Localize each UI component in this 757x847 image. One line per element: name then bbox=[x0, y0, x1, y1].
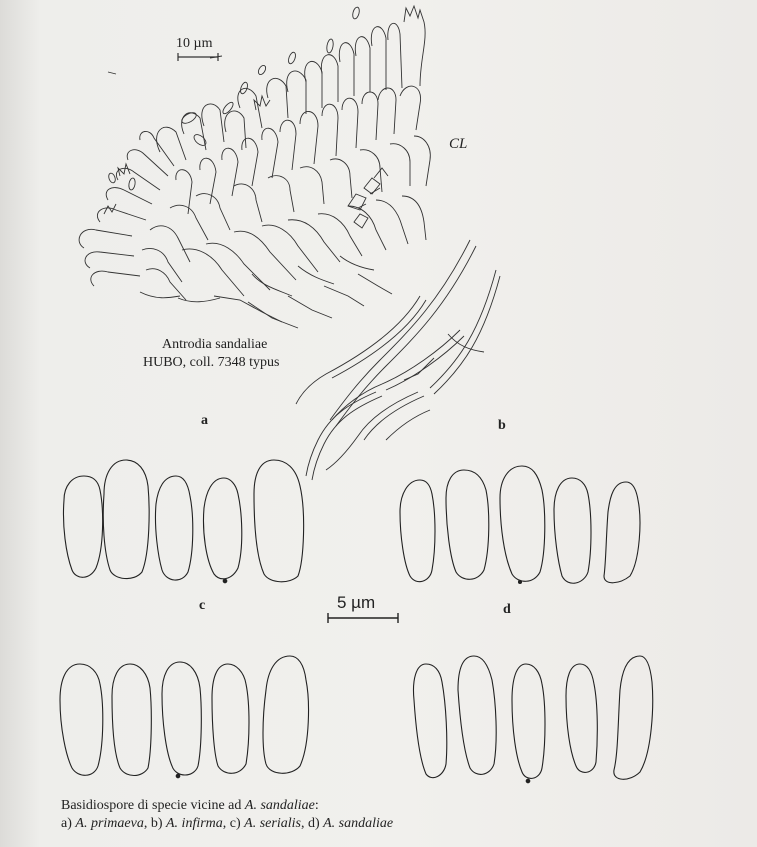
caption-species: A. sandaliae bbox=[244, 798, 315, 813]
caption-text: , d) bbox=[300, 816, 324, 831]
spore-apiculus bbox=[176, 774, 180, 778]
caption-text: , b) bbox=[143, 816, 166, 831]
caption-species-c: A. serialis bbox=[244, 816, 301, 831]
panel-label-d: d bbox=[503, 602, 511, 617]
panel-label-a: a bbox=[201, 413, 208, 428]
spore-d1 bbox=[414, 664, 447, 778]
scale-bar-10um-label: 10 µm bbox=[176, 36, 213, 51]
spores-group-c bbox=[60, 656, 308, 778]
scale-bar-10um bbox=[178, 53, 218, 61]
spore-c5 bbox=[263, 656, 308, 773]
spore-d2 bbox=[458, 656, 496, 774]
panel-label-c: c bbox=[199, 598, 206, 613]
caption-text: Basidiospore di specie vicine ad bbox=[61, 798, 245, 813]
specimen-name: Antrodia sandaliae bbox=[162, 337, 268, 352]
caption-text: : bbox=[314, 798, 319, 813]
spore-a4 bbox=[203, 478, 241, 579]
spore-c4 bbox=[212, 664, 249, 773]
spore-c2 bbox=[112, 664, 151, 776]
spore-d3 bbox=[512, 664, 545, 778]
spore-c3 bbox=[162, 662, 201, 775]
spore-b2 bbox=[446, 470, 489, 579]
caption-line-1 bbox=[61, 798, 319, 814]
spore-b5 bbox=[604, 482, 640, 583]
caption-line-2 bbox=[61, 816, 393, 832]
spore-b1 bbox=[400, 480, 435, 582]
spore-a5 bbox=[254, 460, 304, 582]
spore-a2 bbox=[103, 460, 149, 579]
scale-bar-5um bbox=[328, 613, 398, 623]
caption-species-b: A. infirma bbox=[166, 816, 223, 831]
caption-text: a) bbox=[61, 816, 76, 831]
spore-apiculus bbox=[526, 779, 530, 783]
scale-bar-5um-label: 5 µm bbox=[337, 593, 376, 612]
spores-group-a bbox=[63, 460, 303, 583]
hymenium-drawing bbox=[79, 6, 430, 328]
specimen-collection: HUBO, coll. 7348 typus bbox=[143, 355, 280, 370]
spores-group-b bbox=[400, 466, 640, 584]
spores-group-d bbox=[414, 656, 653, 783]
cl-label: CL bbox=[449, 136, 468, 152]
spore-b3 bbox=[500, 466, 545, 581]
panel-label-b: b bbox=[498, 418, 506, 433]
caption-text: , c) bbox=[222, 816, 245, 831]
spore-c1 bbox=[60, 664, 103, 775]
spore-a3 bbox=[155, 476, 192, 580]
spore-apiculus bbox=[223, 579, 227, 583]
hyphae-strands bbox=[296, 240, 500, 480]
spore-apiculus bbox=[519, 581, 522, 584]
spore-b4 bbox=[554, 478, 591, 583]
spore-d5 bbox=[614, 656, 653, 779]
spore-d4 bbox=[566, 664, 597, 772]
caption-species-d: A. sandaliae bbox=[323, 816, 394, 831]
spore-a1 bbox=[63, 476, 102, 577]
caption-species-a: A. primaeva bbox=[75, 816, 144, 831]
